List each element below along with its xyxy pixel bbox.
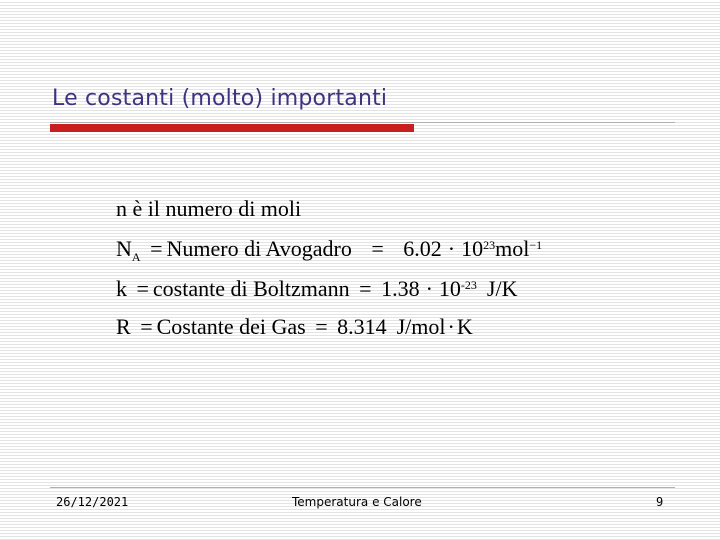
line-boltzmann	[116, 276, 517, 302]
title-accent-bar	[50, 124, 414, 132]
power-base: 10	[461, 236, 484, 261]
multiply-dot: ·	[447, 314, 455, 339]
line-avogadro	[116, 236, 542, 262]
page-number: 9	[656, 495, 664, 509]
gas-name: Costante dei Gas	[156, 314, 306, 339]
gas-unit-b: K	[456, 314, 473, 339]
avogadro-name: Numero di Avogadro	[166, 236, 352, 261]
avogadro-unit: mol	[495, 236, 530, 261]
equals-sign: =	[150, 236, 163, 261]
multiply-dot: ·	[447, 236, 456, 261]
gas-symbol: R	[116, 314, 131, 339]
gas-value: 8.314	[337, 314, 387, 339]
footer-rule	[50, 487, 675, 488]
power-exponent: -23	[460, 278, 477, 292]
boltzmann-name: costante di Boltzmann	[152, 276, 350, 301]
equals-sign: =	[136, 276, 149, 301]
footer-date: 26/12/2021	[56, 495, 129, 509]
avogadro-symbol: N	[116, 236, 132, 261]
equals-sign: =	[140, 314, 153, 339]
boltzmann-unit: J/K	[486, 276, 518, 301]
avogadro-value: 6.02	[403, 236, 442, 261]
boltzmann-symbol: k	[116, 276, 127, 301]
multiply-dot: ·	[425, 276, 433, 301]
power-base: 10	[438, 276, 461, 301]
gas-unit-a: J/mol	[396, 314, 446, 339]
equals-sign: =	[371, 236, 384, 261]
equals-sign: =	[315, 314, 328, 339]
unit-exponent: −1	[529, 238, 543, 252]
equals-sign: =	[359, 276, 372, 301]
page-title: Le costanti (molto) importanti	[52, 86, 388, 111]
avogadro-subscript: A	[131, 250, 141, 264]
power-exponent: 23	[483, 238, 496, 252]
line-moli: n è il numero di moli	[116, 196, 302, 221]
title-rule	[50, 122, 675, 123]
footer-title: Temperatura e Calore	[292, 495, 422, 509]
boltzmann-value: 1.38	[381, 276, 420, 301]
line-gas	[116, 314, 473, 340]
